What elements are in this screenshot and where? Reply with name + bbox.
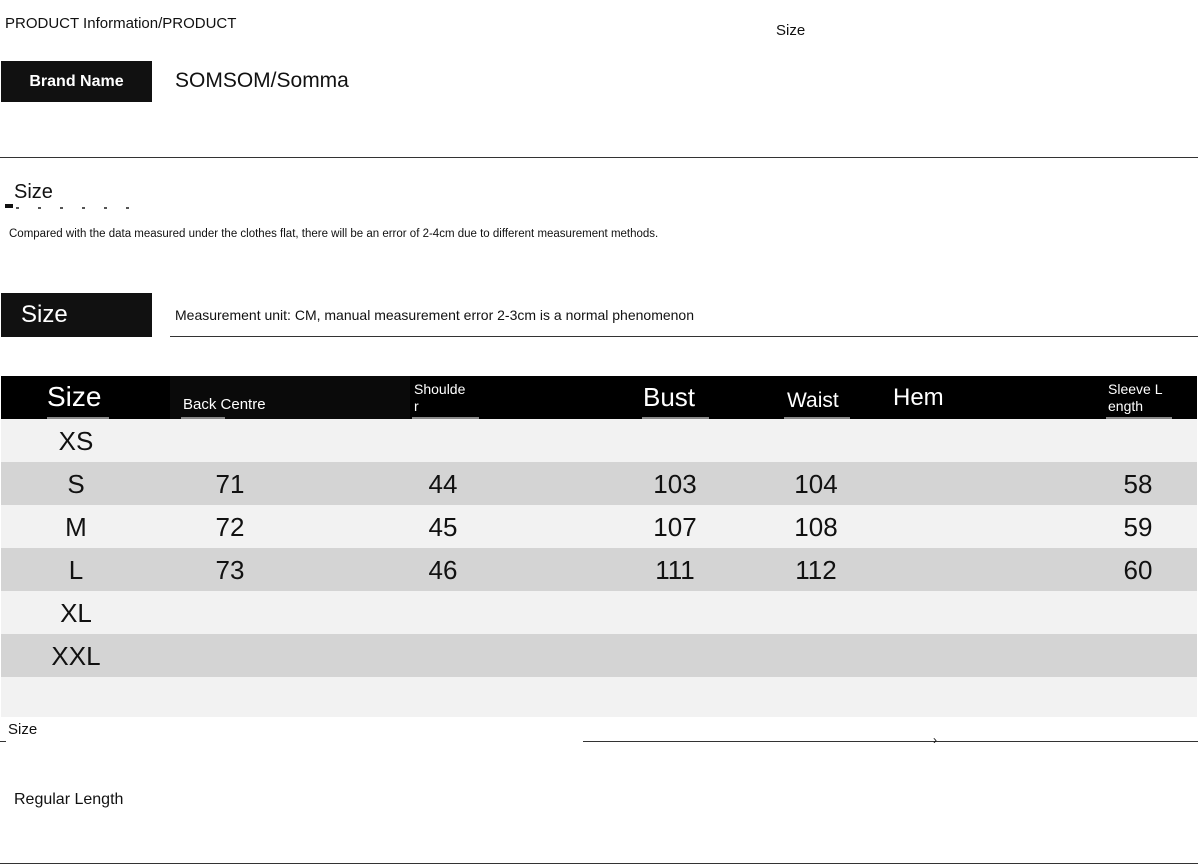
product-info-title: PRODUCT Information/PRODUCT xyxy=(5,15,237,32)
table-cell: 112 xyxy=(795,555,837,585)
divider xyxy=(0,741,6,742)
table-cell xyxy=(180,419,280,462)
column-header-line1: Sleeve L xyxy=(1108,381,1163,397)
table-row xyxy=(1,419,1197,462)
table-cell xyxy=(180,591,280,634)
column-header-sleeve-length xyxy=(1102,376,1197,419)
table-cell: 104 xyxy=(794,469,838,499)
table-cell xyxy=(766,419,866,462)
table-cell: 44 xyxy=(428,469,458,499)
heading-marker xyxy=(5,204,13,208)
length-value: Regular Length xyxy=(14,791,124,808)
table-cell: 46 xyxy=(428,555,458,585)
table-cell xyxy=(766,634,866,677)
table-cell xyxy=(393,634,493,677)
measurement-note: Compared with the data measured under the clothes flat, there will be an error of 2-4cm due to different measurement methods. xyxy=(9,228,659,240)
table-cell xyxy=(881,591,981,634)
table-cell xyxy=(180,634,280,677)
chevron-right-icon: › xyxy=(933,733,937,747)
table-cell xyxy=(625,591,725,634)
table-cell xyxy=(625,634,725,677)
table-cell xyxy=(1088,591,1188,634)
table-row xyxy=(1,505,1197,548)
table-cell: S xyxy=(67,469,85,499)
table-row xyxy=(1,634,1197,677)
divider xyxy=(583,741,1198,742)
table-cell xyxy=(180,677,280,720)
divider xyxy=(0,157,1198,158)
column-header-label: Waist xyxy=(787,389,839,412)
table-cell xyxy=(1088,419,1188,462)
table-row xyxy=(1,462,1197,505)
table-cell: 58 xyxy=(1123,469,1153,499)
table-cell: 71 xyxy=(215,469,245,499)
table-cell: 107 xyxy=(653,512,697,542)
table-row xyxy=(1,548,1197,591)
column-header-line1: Shoulde xyxy=(414,381,466,397)
column-header-line2: ength xyxy=(1108,398,1144,414)
brand-name-label: Brand Name xyxy=(1,61,152,102)
divider xyxy=(0,863,1198,864)
table-cell: 111 xyxy=(655,555,695,585)
column-header-shoulder xyxy=(410,376,640,419)
column-header-label: Bust xyxy=(643,382,696,412)
column-header-label xyxy=(414,381,465,415)
table-cell: 59 xyxy=(1123,512,1153,542)
table-cell xyxy=(766,677,866,720)
table-cell xyxy=(881,505,981,548)
footer-size-label: Size xyxy=(8,721,38,738)
table-cell xyxy=(393,591,493,634)
size-chart-label: Size xyxy=(1,293,152,337)
size-note-heading: Size xyxy=(14,181,53,203)
table-row xyxy=(1,677,1197,717)
table-cell: 72 xyxy=(215,512,245,542)
table-cell: M xyxy=(65,512,87,542)
column-header-waist xyxy=(782,376,892,419)
table-cell: 73 xyxy=(215,555,245,585)
table-cell xyxy=(26,677,126,720)
divider xyxy=(170,336,1198,337)
table-cell xyxy=(881,462,981,505)
column-header-label: Size xyxy=(47,381,102,412)
table-cell xyxy=(881,419,981,462)
table-row xyxy=(1,591,1197,634)
table-cell: L xyxy=(68,555,84,585)
table-cell: XS xyxy=(58,426,94,456)
column-header-label: Back Centre xyxy=(183,396,266,413)
table-cell: XXL xyxy=(51,641,101,671)
heading-underline xyxy=(16,207,146,209)
table-cell xyxy=(766,591,866,634)
table-cell: 108 xyxy=(794,512,838,542)
table-cell: 103 xyxy=(653,469,697,499)
column-header-line2: r xyxy=(414,398,419,414)
table-cell xyxy=(1088,677,1188,720)
table-cell xyxy=(393,677,493,720)
table-cell xyxy=(625,419,725,462)
table-header xyxy=(1,376,1197,419)
table-cell: 60 xyxy=(1123,555,1153,585)
size-label-top: Size xyxy=(776,22,806,39)
table-cell xyxy=(881,677,981,720)
table-cell xyxy=(881,634,981,677)
column-header-label xyxy=(1108,381,1162,415)
brand-name-value: SOMSOM/Somma xyxy=(175,69,349,92)
table-cell xyxy=(1088,634,1188,677)
column-header-hem xyxy=(892,376,1102,419)
table-cell xyxy=(881,548,981,591)
unit-note: Measurement unit: CM, manual measurement error 2-3cm is a normal phenomenon xyxy=(175,307,695,323)
column-header-size xyxy=(1,376,170,419)
table-cell xyxy=(625,677,725,720)
table-cell: 45 xyxy=(428,512,458,542)
table-cell xyxy=(393,419,493,462)
column-header-label: Hem xyxy=(893,384,944,411)
column-header-back-centre xyxy=(170,376,410,419)
column-header-bust xyxy=(640,376,782,419)
table-cell: XL xyxy=(60,598,92,628)
size-table xyxy=(1,376,1197,717)
